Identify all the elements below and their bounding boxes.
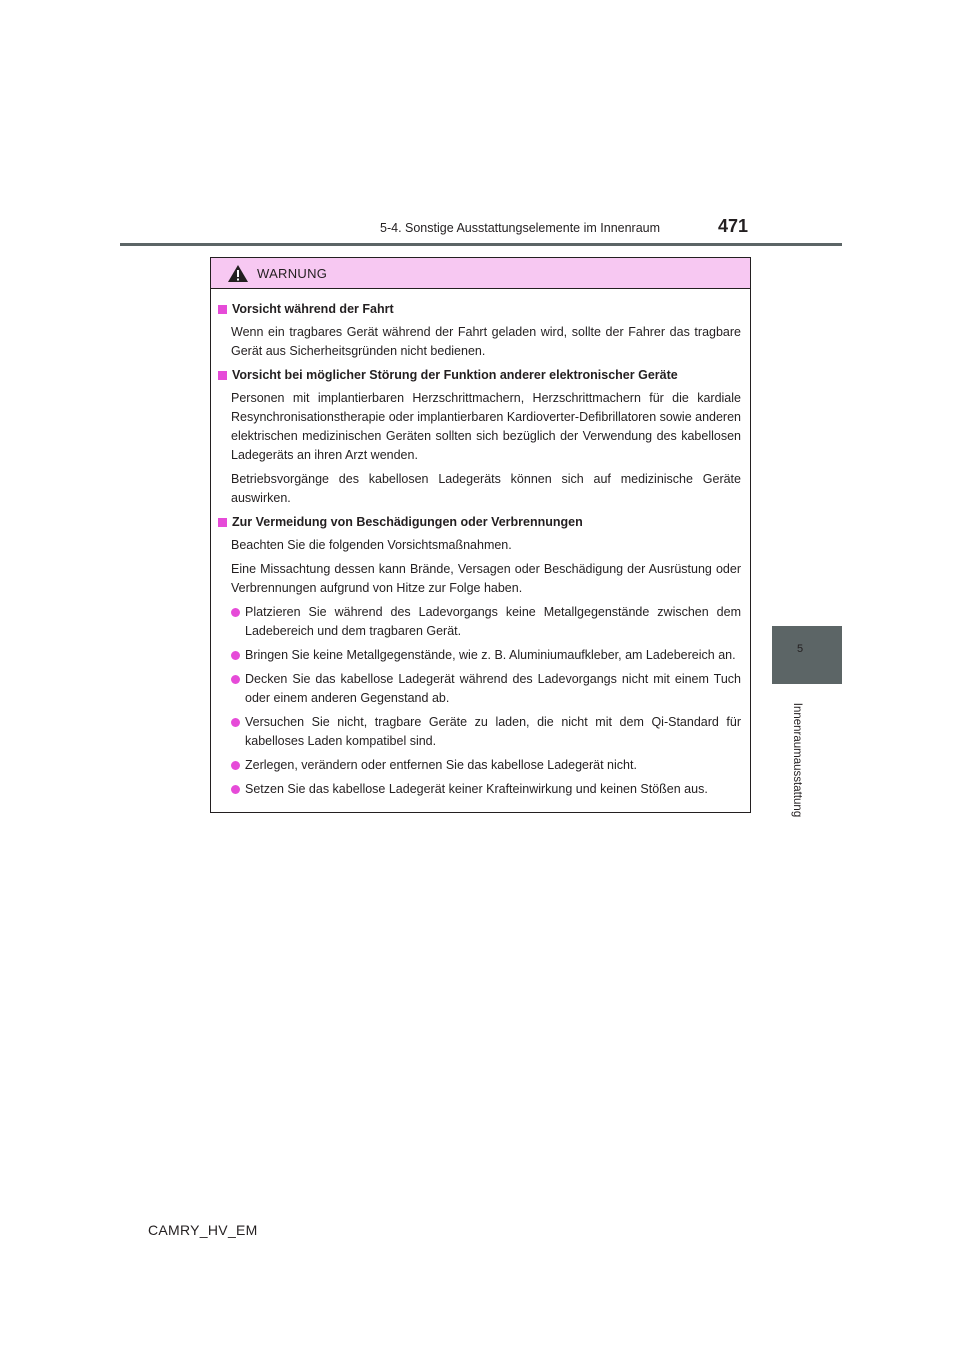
warning-header <box>211 258 750 289</box>
document-code: CAMRY_HV_EM <box>148 1222 258 1238</box>
section-title: 5-4. Sonstige Ausstattungselemente im Innenraum <box>380 221 661 235</box>
warning-box <box>210 257 751 813</box>
square-bullet-icon <box>218 305 227 314</box>
list-item: Decken Sie das kabellose Ladegerät während des Ladevorgangs nicht mit einem Tuch oder einem anderen Gegenstand ab. <box>218 670 741 708</box>
round-bullet-icon <box>231 718 240 727</box>
list-item: Setzen Sie das kabellose Ladegerät keiner Krafteinwirkung und keinen Stößen aus. <box>218 780 741 799</box>
paragraph: Beachten Sie die folgenden Vorsichtsmaßnahmen. <box>231 538 512 552</box>
chapter-label: Innenraumausstattung <box>791 702 803 818</box>
header-divider <box>120 243 842 246</box>
round-bullet-icon <box>231 608 240 617</box>
square-bullet-icon <box>218 518 227 527</box>
round-bullet-icon <box>231 675 240 684</box>
round-bullet-icon <box>231 761 240 770</box>
warning-title: WARNUNG <box>257 265 328 281</box>
section-heading: Vorsicht während der Fahrt <box>218 300 741 319</box>
section-heading: Zur Vermeidung von Beschädigungen oder Verbrennungen <box>218 513 741 532</box>
round-bullet-icon <box>231 651 240 660</box>
list-item: Bringen Sie keine Metallgegenstände, wie z. B. Aluminiumaufkleber, am Ladebereich an. <box>218 646 741 665</box>
square-bullet-icon <box>218 371 227 380</box>
list-item: Zerlegen, verändern oder entfernen Sie das kabellose Ladegerät nicht. <box>218 756 741 775</box>
warning-body <box>211 289 750 799</box>
warning-section <box>218 300 741 361</box>
list-item: Platzieren Sie während des Ladevorgangs keine Metallgegenstände zwischen dem Ladebereich und dem tragbaren Gerät. <box>218 603 741 641</box>
chapter-tab <box>772 626 842 684</box>
page-number: 471 <box>718 216 749 236</box>
chapter-number: 5 <box>796 643 804 655</box>
paragraph: Eine Missachtung dessen kann Brände, Versagen oder Beschädigung der Ausrüstung oder Verbrennungen aufgrund von Hitze zur Folge haben. <box>231 562 741 595</box>
paragraph: Wenn ein tragbares Gerät während der Fahrt geladen wird, sollte der Fahrer das tragbare Gerät aus Sicherheitsgründen nicht bedienen. <box>231 325 741 358</box>
paragraph: Personen mit implantierbaren Herzschrittmachern, Herzschrittmachern für die kardiale Resynchronisationstherapie oder implantierbaren Kardioverter-Defibrillatoren sowie anderen elektrischen medizinischen Geräten sollten sich bezüglich der Verwendung des kabellosen Ladegeräts an ihren Arzt wenden. <box>231 391 741 462</box>
paragraph: Betriebsvorgänge des kabellosen Ladegeräts können sich auf medizinische Geräte auswirken. <box>231 472 741 505</box>
list-item: Versuchen Sie nicht, tragbare Geräte zu laden, die nicht mit dem Qi-Standard für kabelloses Laden kompatibel sind. <box>218 713 741 751</box>
warning-section <box>218 366 741 508</box>
warning-triangle-icon <box>227 264 249 283</box>
round-bullet-icon <box>231 785 240 794</box>
warning-section <box>218 513 741 799</box>
section-heading: Vorsicht bei möglicher Störung der Funktion anderer elektronischer Geräte <box>218 366 741 385</box>
